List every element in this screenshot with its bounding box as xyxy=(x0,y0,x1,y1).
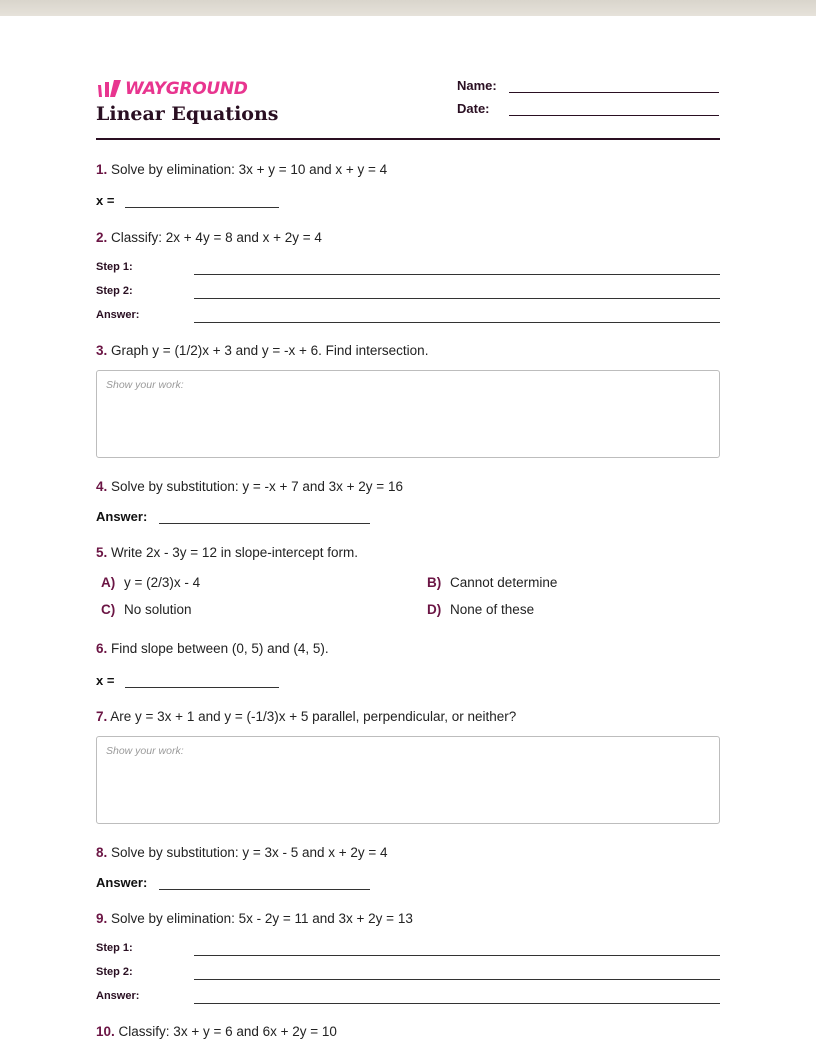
question-number: 1. xyxy=(96,162,108,177)
x-equals-label: x = xyxy=(96,673,115,688)
question-text: Solve by elimination: 5x - 2y = 11 and 3x + 2y = 13 xyxy=(111,911,413,926)
work-box-hint: Show your work: xyxy=(106,379,184,391)
step-1-label: Step 1: xyxy=(96,261,133,273)
question-text: Classify: 3x + y = 6 and 6x + 2y = 10 xyxy=(118,1024,337,1039)
step-1-label: Step 1: xyxy=(96,942,133,954)
question-text: Solve by substitution: y = -x + 7 and 3x + 2y = 16 xyxy=(111,479,403,494)
question-5 xyxy=(96,545,358,560)
work-box[interactable] xyxy=(96,370,720,458)
name-label: Name: xyxy=(457,78,497,93)
worksheet-title: Linear Equations xyxy=(96,103,279,125)
question-text: Classify: 2x + 4y = 8 and x + 2y = 4 xyxy=(111,230,322,245)
question-number: 7. xyxy=(96,709,108,724)
step-1-line[interactable] xyxy=(194,955,720,956)
x-equals-label: x = xyxy=(96,193,115,208)
question-10 xyxy=(96,1024,337,1039)
brand-logo xyxy=(96,79,248,99)
question-text: Are y = 3x + 1 and y = (-1/3)x + 5 parallel, perpendicular, or neither? xyxy=(110,709,517,724)
step-1-line[interactable] xyxy=(194,274,720,275)
question-number: 10. xyxy=(96,1024,115,1039)
answer-label: Answer: xyxy=(96,875,148,890)
choice-d[interactable] xyxy=(427,602,534,617)
question-number: 8. xyxy=(96,845,108,860)
name-field[interactable] xyxy=(457,78,719,93)
question-2 xyxy=(96,230,322,245)
question-number: 4. xyxy=(96,479,108,494)
answer-line[interactable] xyxy=(125,193,279,208)
date-field[interactable] xyxy=(457,101,719,116)
step-2-label: Step 2: xyxy=(96,285,133,297)
question-number: 3. xyxy=(96,343,108,358)
answer-line[interactable] xyxy=(159,875,370,890)
answer-label: Answer: xyxy=(96,509,148,524)
question-text: Solve by elimination: 3x + y = 10 and x + y = 4 xyxy=(111,162,388,177)
date-line[interactable] xyxy=(509,101,719,116)
answer-line[interactable] xyxy=(159,509,370,524)
answer-field-1[interactable] xyxy=(96,193,279,208)
choice-letter: D) xyxy=(427,602,442,617)
choice-text: y = (2/3)x - 4 xyxy=(124,575,201,590)
choice-text: No solution xyxy=(124,602,192,617)
date-label: Date: xyxy=(457,101,490,116)
choice-text: Cannot determine xyxy=(450,575,558,590)
answer-line[interactable] xyxy=(194,322,720,323)
question-number: 5. xyxy=(96,545,108,560)
work-box[interactable] xyxy=(96,736,720,824)
answer-line[interactable] xyxy=(194,1003,720,1004)
answer-label: Answer: xyxy=(96,309,140,321)
question-7 xyxy=(96,709,516,724)
question-9 xyxy=(96,911,413,926)
work-box-hint: Show your work: xyxy=(106,745,184,757)
answer-field-6[interactable] xyxy=(96,673,279,688)
question-text: Find slope between (0, 5) and (4, 5). xyxy=(111,641,329,656)
step-2-line[interactable] xyxy=(194,298,720,299)
question-text: Solve by substitution: y = 3x - 5 and x + 2y = 4 xyxy=(111,845,388,860)
question-number: 9. xyxy=(96,911,108,926)
question-text: Graph y = (1/2)x + 3 and y = -x + 6. Find intersection. xyxy=(111,343,429,358)
answer-field-4[interactable] xyxy=(96,509,370,524)
question-text: Write 2x - 3y = 12 in slope-intercept form. xyxy=(111,545,359,560)
choice-letter: B) xyxy=(427,575,442,590)
answer-field-8[interactable] xyxy=(96,875,370,890)
question-1 xyxy=(96,162,387,177)
answer-label: Answer: xyxy=(96,990,140,1002)
question-4 xyxy=(96,479,403,494)
choice-text: None of these xyxy=(450,602,535,617)
choice-b[interactable] xyxy=(427,575,557,590)
question-3 xyxy=(96,343,428,358)
choice-a[interactable] xyxy=(101,575,200,590)
choice-c[interactable] xyxy=(101,602,192,617)
question-8 xyxy=(96,845,388,860)
question-6 xyxy=(96,641,329,656)
header-divider xyxy=(96,138,720,140)
name-line[interactable] xyxy=(509,78,719,93)
step-2-label: Step 2: xyxy=(96,966,133,978)
step-2-line[interactable] xyxy=(194,979,720,980)
brand-name: WAYGROUND xyxy=(125,79,248,99)
choice-letter: A) xyxy=(101,575,116,590)
answer-line[interactable] xyxy=(125,673,279,688)
wayground-mark-icon xyxy=(96,79,122,99)
choice-letter: C) xyxy=(101,602,116,617)
question-number: 2. xyxy=(96,230,108,245)
question-number: 6. xyxy=(96,641,108,656)
